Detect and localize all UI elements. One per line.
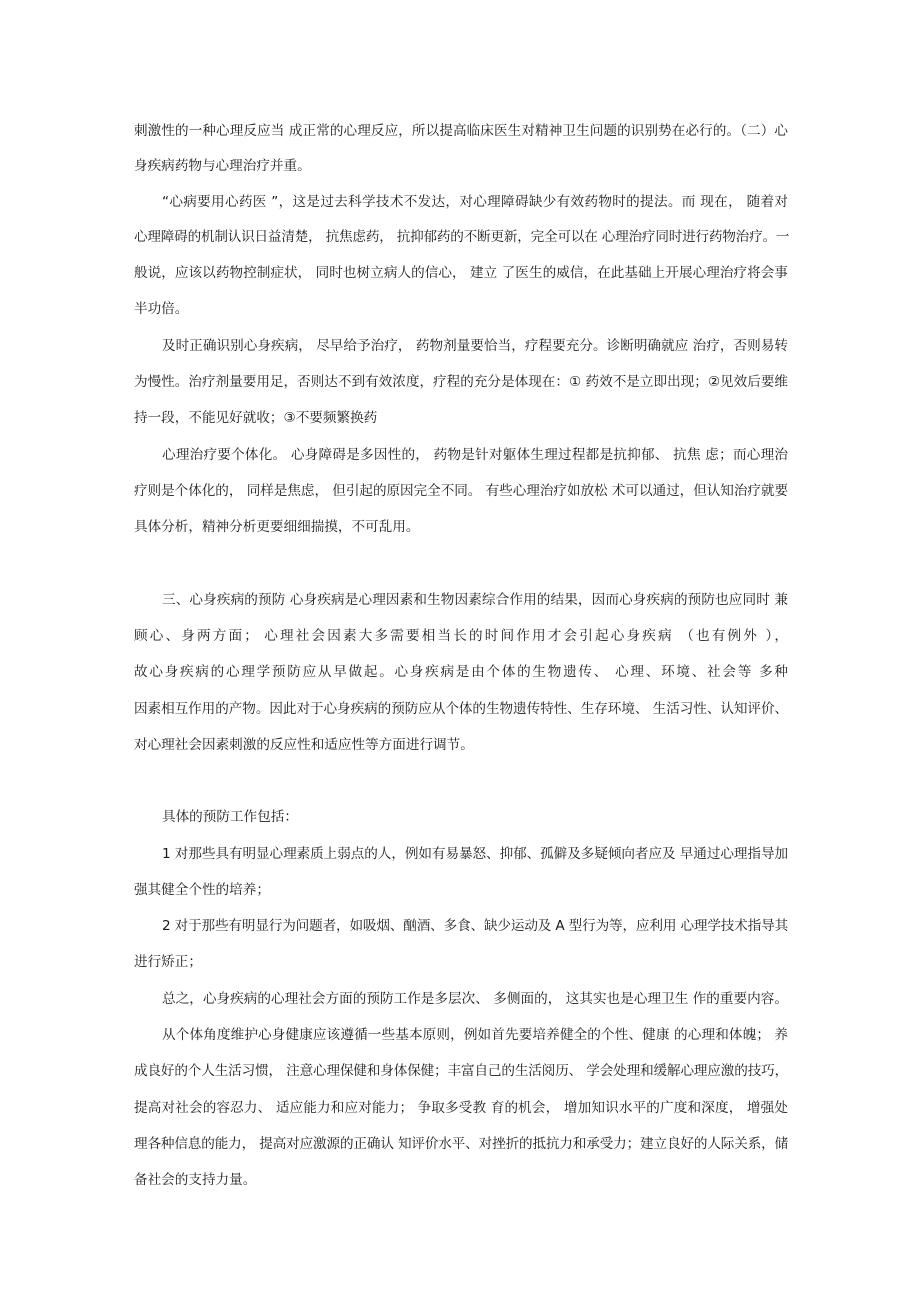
paragraph-1-line-2: 身疾病药物与心理治疗并重。 (134, 158, 311, 174)
paragraph-10-line-1: 从个体角度维护心身健康应该遵循一些基本原则，例如首先要培养健全的个性、健康 的心理和体魄； 养 (162, 1027, 788, 1043)
paragraph-3-line-1: 及时正确识别心身疾病， 尽早给予治疗， 药物剂量要恰当，疗程要充分。诊断明确就应 治疗，否则易转 (162, 338, 788, 354)
paragraph-1-line-1: 刺激性的一种心理反应当 成正常的心理反应，所以提高临床医生对精神卫生问题的识别势在必行的。（二）心 (134, 123, 788, 139)
paragraph-5-line-2: 顾心、身两方面； 心理社会因素大多需要相当长的时间作用才会引起心身疾病 （也有例外 ）， (134, 628, 788, 644)
paragraph-6-line-1: 具体的预防工作包括： (162, 809, 298, 825)
paragraph-2-line-4: 半功倍。 (134, 301, 189, 317)
paragraph-3-line-2: 为慢性。治疗剂量要用足，否则达不到有效浓度，疗程的充分是体现在：① 药效不是立即出现；②见效后要维 (134, 374, 789, 390)
paragraph-7-line-1: 1 对那些具有明显心理素质上弱点的人，例如有易暴怒、抑郁、孤僻及多疑倾向者应及 早通过心理指导加 (162, 846, 788, 862)
paragraph-2-line-1: “心病要用心药医 ”，这是过去科学技术不发达，对心理障碍缺少有效药物时的提法。而 现在， 随着对 (162, 194, 788, 210)
paragraph-4-line-1: 心理治疗要个体化。 心身障碍是多因性的， 药物是针对躯体生理过程都是抗抑郁、 抗焦 虑；而心理治 (162, 447, 788, 463)
paragraph-10-line-5: 备社会的支持力量。 (134, 1172, 257, 1188)
paragraph-4-line-2: 疗则是个体化的， 同样是焦虑， 但引起的原因完全不同。 有些心理治疗如放松 术可以通过，但认知治疗就要 (134, 483, 788, 499)
paragraph-8-line-1: 2 对于那些有明显行为问题者，如吸烟、酗酒、多食、缺少运动及 A 型行为等，应利用 心理学技术指导其 (162, 918, 788, 934)
paragraph-9-line-1: 总之，心身疾病的心理社会方面的预防工作是多层次、 多侧面的， 这其实也是心理卫生 作的重要内容。 (162, 991, 788, 1007)
paragraph-7-line-2: 强其健全个性的培养； (134, 882, 270, 898)
paragraph-2-line-2: 心理障碍的机制认识日益清楚， 抗焦虑药， 抗抑郁药的不断更新，完全可以在 心理治疗同时进行药物治疗。一 (134, 229, 790, 245)
paragraph-2-line-3: 般说，应该以药物控制症状， 同时也树立病人的信心， 建立 了医生的威信，在此基础上开展心理治疗将会事 (134, 265, 788, 281)
paragraph-5-line-1: 三、心身疾病的预防 心身疾病是心理因素和生物因素综合作用的结果，因而心身疾病的预防也应同时 兼 (162, 592, 788, 608)
paragraph-8-line-2: 进行矫正； (134, 954, 202, 970)
paragraph-10-line-3: 提高对社会的容忍力、 适应能力和应对能力； 争取多受教 育的机会， 增加知识水平的广度和深度， 增强处 (134, 1100, 788, 1116)
paragraph-5-line-5: 对心理社会因素刺激的反应性和适应性等方面进行调节。 (134, 737, 474, 753)
paragraph-3-line-3: 持一段，不能见好就收；③不要频繁换药 (134, 410, 378, 426)
paragraph-4-line-3: 具体分析，精神分析更要细细揣摸，不可乱用。 (134, 519, 420, 535)
paragraph-5-line-3: 故心身疾病的心理学预防应从早做起。心身疾病是由个体的生物遗传、 心理、环境、社会等 多种 (134, 664, 788, 680)
paragraph-10-line-4: 理各种信息的能力， 提高对应激源的正确认 知评价水平、对挫折的抵抗力和承受力；建立良好的人际关系，储 (134, 1136, 788, 1152)
paragraph-5-line-4: 因素相互作用的产物。因此对于心身疾病的预防应从个体的生物遗传特性、生存环境、 生活习性、认知评价、 (134, 701, 788, 717)
paragraph-10-line-2: 成良好的个人生活习惯， 注意心理保健和身体保健；丰富自己的生活阅历、 学会处理和缓解心理应激的技巧， (134, 1063, 788, 1079)
